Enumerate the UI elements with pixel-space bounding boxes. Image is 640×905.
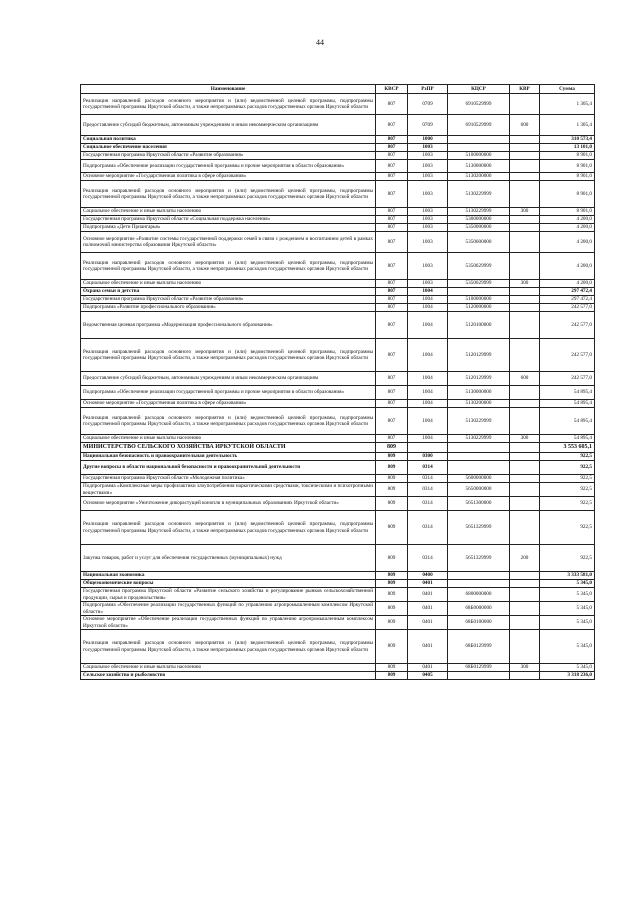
column-header-kvsr: КВСР <box>376 85 408 94</box>
cell-kvr <box>510 288 540 296</box>
cell-kvsr: 807 <box>376 435 408 443</box>
cell-name: Реализация направлений расходов основного мероприятия и (или) ведомственной целевой программы, подпрограммы государственной программы Иркутской области, а также непрограммных расходов государственных органов Иркутской области <box>81 511 376 545</box>
cell-sum: 297 472,4 <box>540 288 595 296</box>
cell-name: Государственная программа Иркутской области «Развитие образования» <box>81 296 376 304</box>
cell-name: Социальное обеспечение и иные выплаты населению <box>81 435 376 443</box>
cell-kvsr: 809 <box>376 602 408 616</box>
cell-kvr <box>510 443 540 453</box>
cell-kvsr: 807 <box>376 400 408 408</box>
cell-kcsr: 68Б0000000 <box>448 602 510 616</box>
cell-kvr: 300 <box>510 435 540 443</box>
cell-sum: 242 577,0 <box>540 312 595 339</box>
cell-kvr <box>510 339 540 372</box>
cell-kcsr: 5130229999 <box>448 408 510 435</box>
cell-kvsr: 807 <box>376 136 408 144</box>
table-row <box>81 232 595 253</box>
cell-name: Предоставление субсидий бюджетным, автономным учреждениям и иным некоммерческим организациям <box>81 115 376 136</box>
cell-sum: 922,5 <box>540 497 595 511</box>
cell-rzpr: 1003 <box>408 173 448 181</box>
cell-rzpr: 1003 <box>408 253 448 280</box>
table-row <box>81 253 595 280</box>
cell-kcsr: 5120100000 <box>448 312 510 339</box>
cell-kvr: 200 <box>510 545 540 572</box>
cell-sum: 242 577,0 <box>540 372 595 386</box>
cell-kvr <box>510 602 540 616</box>
cell-sum: 8 901,0 <box>540 173 595 181</box>
cell-kvr <box>510 312 540 339</box>
cell-rzpr: 0401 <box>408 602 448 616</box>
cell-kvr <box>510 160 540 173</box>
cell-sum: 1 305,4 <box>540 94 595 115</box>
table-row <box>81 580 595 588</box>
cell-rzpr: 1003 <box>408 152 448 160</box>
cell-kcsr: 5651300000 <box>448 497 510 511</box>
cell-name: Реализация направлений расходов основного мероприятия и (или) ведомственной целевой программы, подпрограммы государственной программы Иркутской области, а также непрограммных расходов государственных органов Иркутской области <box>81 181 376 208</box>
cell-kcsr: 5130229999 <box>448 435 510 443</box>
cell-rzpr: 1003 <box>408 144 448 152</box>
cell-sum: 3 333 581,0 <box>540 572 595 580</box>
cell-kcsr: 6800000000 <box>448 588 510 602</box>
cell-kcsr <box>448 136 510 144</box>
cell-rzpr: 0314 <box>408 483 448 497</box>
cell-kvr: 300 <box>510 280 540 288</box>
cell-sum: 54 895,4 <box>540 400 595 408</box>
table-row <box>81 160 595 173</box>
cell-kvsr: 809 <box>376 672 408 680</box>
cell-name: Социальное обеспечение и иные выплаты населению <box>81 664 376 672</box>
cell-kvsr: 807 <box>376 280 408 288</box>
table-row <box>81 602 595 616</box>
cell-rzpr: 1004 <box>408 400 448 408</box>
cell-kcsr: 6910529999 <box>448 115 510 136</box>
table-row <box>81 497 595 511</box>
column-header-sum: Сумма <box>540 85 595 94</box>
cell-rzpr: 0314 <box>408 475 448 483</box>
cell-kvsr: 807 <box>376 339 408 372</box>
cell-name: Другие вопросы в области национальной безопасности и правоохранительной деятельности <box>81 461 376 475</box>
cell-kcsr <box>448 672 510 680</box>
cell-sum: 8 901,0 <box>540 160 595 173</box>
cell-sum: 297 472,4 <box>540 296 595 304</box>
cell-kvr <box>510 173 540 181</box>
cell-kvsr: 807 <box>376 232 408 253</box>
cell-kvsr: 807 <box>376 115 408 136</box>
cell-kvsr: 807 <box>376 253 408 280</box>
cell-kcsr <box>448 580 510 588</box>
cell-rzpr: 0314 <box>408 511 448 545</box>
cell-kcsr: 5600000000 <box>448 475 510 483</box>
cell-name: Государственная программа Иркутской области «Социальная поддержка населения» <box>81 216 376 224</box>
cell-kcsr: 6910529999 <box>448 94 510 115</box>
cell-name: Подпрограмма «Обеспечение реализации государственных функций по управлению агропромышленным комплексом Иркутской области» <box>81 602 376 616</box>
cell-kcsr: 5130229999 <box>448 181 510 208</box>
cell-sum: 3 318 236,0 <box>540 672 595 680</box>
cell-name: Социальное обеспечение населения <box>81 144 376 152</box>
table-row <box>81 173 595 181</box>
cell-kvsr: 807 <box>376 386 408 400</box>
column-header-name: Наименование <box>81 85 376 94</box>
cell-sum: 13 101,0 <box>540 144 595 152</box>
cell-kvsr: 807 <box>376 224 408 232</box>
cell-kcsr: 68Б0129999 <box>448 664 510 672</box>
cell-sum: 54 895,4 <box>540 386 595 400</box>
cell-kvsr: 807 <box>376 296 408 304</box>
cell-rzpr: 0401 <box>408 580 448 588</box>
cell-kvr: 300 <box>510 664 540 672</box>
cell-kvsr: 809 <box>376 580 408 588</box>
cell-name: Ведомственная целевая программа «Модернизация профессионального образования» <box>81 312 376 339</box>
cell-kvr <box>510 483 540 497</box>
table-row <box>81 224 595 232</box>
table-row <box>81 288 595 296</box>
table-row <box>81 94 595 115</box>
cell-kvsr: 807 <box>376 208 408 216</box>
cell-rzpr <box>408 443 448 453</box>
cell-name: МИНИСТЕРСТВО СЕЛЬСКОГО ХОЗЯЙСТВА ИРКУТСКОЙ ОБЛАСТИ <box>81 443 376 453</box>
cell-kvsr: 809 <box>376 475 408 483</box>
table-row <box>81 400 595 408</box>
cell-kvsr: 809 <box>376 511 408 545</box>
table-row <box>81 280 595 288</box>
cell-kvsr: 809 <box>376 453 408 461</box>
cell-kcsr: 5350600000 <box>448 232 510 253</box>
cell-kvsr: 809 <box>376 588 408 602</box>
table-row <box>81 136 595 144</box>
cell-kvr <box>510 461 540 475</box>
page-number: 44 <box>316 38 324 47</box>
cell-name: Социальная политика <box>81 136 376 144</box>
table-row <box>81 443 595 453</box>
table-row <box>81 435 595 443</box>
column-header-kcsr: КЦСР <box>448 85 510 94</box>
cell-name: Государственная программа Иркутской области «Развитие сельского хозяйства и регулирование рынков сельскохозяйственной продукции, сырья и продовольствия» <box>81 588 376 602</box>
cell-name: Основное мероприятие «Уничтожение дикорастущей конопли в муниципальных образованиях Иркутской области» <box>81 497 376 511</box>
cell-kvr <box>510 580 540 588</box>
cell-kvsr: 809 <box>376 616 408 630</box>
table-row <box>81 216 595 224</box>
cell-rzpr: 1003 <box>408 280 448 288</box>
cell-name: Подпрограмма «Комплексные меры профилактики злоупотребления наркотическими средствами, токсическими и психотропными веществами» <box>81 483 376 497</box>
cell-kvsr: 807 <box>376 94 408 115</box>
cell-name: Реализация направлений расходов основного мероприятия и (или) ведомственной целевой программы, подпрограммы государственной программы Иркутской области, а также непрограммных расходов государственных органов Иркутской области <box>81 253 376 280</box>
cell-rzpr: 1003 <box>408 208 448 216</box>
cell-sum: 4 200,0 <box>540 224 595 232</box>
cell-rzpr: 0314 <box>408 545 448 572</box>
cell-kcsr <box>448 443 510 453</box>
cell-kvr <box>510 386 540 400</box>
cell-sum: 310 573,4 <box>540 136 595 144</box>
cell-name: Национальная экономика <box>81 572 376 580</box>
cell-kvr <box>510 152 540 160</box>
cell-name: Подпрограмма «Развитие профессионального образования» <box>81 304 376 312</box>
column-header-kvr: КВР <box>510 85 540 94</box>
cell-sum: 922,5 <box>540 461 595 475</box>
cell-kvr <box>510 224 540 232</box>
cell-kcsr: 5130229999 <box>448 208 510 216</box>
cell-name: Охрана семьи и детства <box>81 288 376 296</box>
cell-kvsr: 807 <box>376 216 408 224</box>
cell-sum: 4 200,0 <box>540 216 595 224</box>
cell-name: Подпрограмма «Обеспечение реализации государственной программы и прочие мероприятия в области образования» <box>81 386 376 400</box>
cell-kvr <box>510 253 540 280</box>
cell-name: Социальное обеспечение и иные выплаты населению <box>81 208 376 216</box>
cell-kcsr <box>448 461 510 475</box>
cell-rzpr: 1004 <box>408 372 448 386</box>
cell-kvr <box>510 408 540 435</box>
cell-kvr <box>510 296 540 304</box>
cell-kcsr: 5650000000 <box>448 483 510 497</box>
table-row <box>81 475 595 483</box>
cell-kvsr: 809 <box>376 664 408 672</box>
table-row <box>81 545 595 572</box>
table-row <box>81 511 595 545</box>
table-row <box>81 386 595 400</box>
table-row <box>81 664 595 672</box>
cell-name: Сельское хозяйство и рыболовство <box>81 672 376 680</box>
cell-kcsr: 5120129999 <box>448 372 510 386</box>
cell-rzpr: 1004 <box>408 339 448 372</box>
cell-sum: 4 200,0 <box>540 280 595 288</box>
cell-rzpr: 0400 <box>408 572 448 580</box>
cell-sum: 5 345,0 <box>540 664 595 672</box>
table-row <box>81 572 595 580</box>
cell-kcsr: 5350629999 <box>448 280 510 288</box>
cell-rzpr: 1004 <box>408 312 448 339</box>
cell-sum: 922,5 <box>540 453 595 461</box>
cell-rzpr: 1003 <box>408 181 448 208</box>
cell-kvr <box>510 588 540 602</box>
cell-kcsr: 5130000000 <box>448 386 510 400</box>
cell-kcsr: 5130200000 <box>448 173 510 181</box>
table-row <box>81 208 595 216</box>
cell-name: Государственная программа Иркутской области «Молодежная политика» <box>81 475 376 483</box>
cell-kvr <box>510 672 540 680</box>
cell-rzpr: 0401 <box>408 664 448 672</box>
table-row <box>81 672 595 680</box>
cell-sum: 922,5 <box>540 483 595 497</box>
table-row <box>81 304 595 312</box>
cell-kcsr: 5120129999 <box>448 339 510 372</box>
cell-kvr <box>510 453 540 461</box>
cell-sum: 3 553 605,1 <box>540 443 595 453</box>
cell-rzpr: 0300 <box>408 453 448 461</box>
table-row <box>81 372 595 386</box>
cell-rzpr: 1000 <box>408 136 448 144</box>
cell-name: Основное мероприятие «Государственная политика в сфере образования» <box>81 173 376 181</box>
cell-kcsr <box>448 144 510 152</box>
cell-kvr <box>510 475 540 483</box>
cell-name: Основное мероприятие «Государственная политика в сфере образования» <box>81 400 376 408</box>
cell-kvr <box>510 304 540 312</box>
cell-sum: 5 345,0 <box>540 630 595 664</box>
cell-kvr <box>510 497 540 511</box>
table-row <box>81 152 595 160</box>
cell-kvr <box>510 232 540 253</box>
cell-kvr <box>510 511 540 545</box>
cell-kvr <box>510 572 540 580</box>
cell-kvsr: 809 <box>376 483 408 497</box>
cell-kcsr: 5350000000 <box>448 224 510 232</box>
cell-rzpr: 0314 <box>408 497 448 511</box>
cell-sum: 242 577,0 <box>540 339 595 372</box>
cell-name: Реализация направлений расходов основного мероприятия и (или) ведомственной целевой программы, подпрограммы государственной программы Иркутской области, а также непрограммных расходов государственных органов Иркутской области <box>81 630 376 664</box>
cell-sum: 5 345,0 <box>540 602 595 616</box>
cell-kcsr: 5300000000 <box>448 216 510 224</box>
cell-rzpr: 1003 <box>408 216 448 224</box>
cell-kcsr: 68Б0100000 <box>448 616 510 630</box>
cell-rzpr: 0401 <box>408 616 448 630</box>
cell-rzpr: 1004 <box>408 288 448 296</box>
cell-name: Подпрограмма «Дети Приангарья» <box>81 224 376 232</box>
cell-sum: 8 901,0 <box>540 208 595 216</box>
cell-name: Основное мероприятие «Развитие системы государственной поддержки семей в связи с рождением и воспитанием детей в рамках полномочий министерства образования Иркутской области» <box>81 232 376 253</box>
cell-kvr <box>510 181 540 208</box>
cell-kvsr: 807 <box>376 144 408 152</box>
cell-name: Государственная программа Иркутской области «Развитие образования» <box>81 152 376 160</box>
cell-kcsr <box>448 288 510 296</box>
cell-kvsr: 807 <box>376 408 408 435</box>
cell-name: Закупка товаров, работ и услуг для обеспечения государственных (муниципальных) нужд <box>81 545 376 572</box>
cell-sum: 922,5 <box>540 545 595 572</box>
cell-rzpr: 0314 <box>408 461 448 475</box>
cell-name: Основное мероприятие «Обеспечение реализации государственных функций по управлению агропромышленным комплексом Иркутской области» <box>81 616 376 630</box>
table-row <box>81 483 595 497</box>
cell-rzpr: 0401 <box>408 630 448 664</box>
cell-kvr <box>510 144 540 152</box>
cell-kcsr: 5651329999 <box>448 545 510 572</box>
cell-kcsr <box>448 572 510 580</box>
table-row <box>81 616 595 630</box>
cell-rzpr: 0709 <box>408 94 448 115</box>
cell-name: Социальное обеспечение и иные выплаты населению <box>81 280 376 288</box>
cell-rzpr: 1004 <box>408 386 448 400</box>
table-row <box>81 339 595 372</box>
cell-kvr: 600 <box>510 115 540 136</box>
cell-name: Общеэкономические вопросы <box>81 580 376 588</box>
cell-kvr <box>510 136 540 144</box>
cell-sum: 8 901,0 <box>540 152 595 160</box>
cell-kvsr: 807 <box>376 312 408 339</box>
cell-sum: 4 200,0 <box>540 253 595 280</box>
cell-sum: 5 345,0 <box>540 588 595 602</box>
cell-kcsr <box>448 453 510 461</box>
cell-rzpr: 1004 <box>408 408 448 435</box>
table-row <box>81 115 595 136</box>
cell-sum: 4 200,0 <box>540 232 595 253</box>
cell-kvr <box>510 94 540 115</box>
cell-kvsr: 809 <box>376 572 408 580</box>
cell-name: Национальная безопасность и правоохранительная деятельность <box>81 453 376 461</box>
cell-sum: 5 345,0 <box>540 616 595 630</box>
cell-rzpr: 0401 <box>408 588 448 602</box>
cell-sum: 922,5 <box>540 511 595 545</box>
cell-kcsr: 5130200000 <box>448 400 510 408</box>
cell-rzpr: 0709 <box>408 115 448 136</box>
cell-sum: 54 895,4 <box>540 408 595 435</box>
cell-rzpr: 0405 <box>408 672 448 680</box>
cell-kcsr: 5100000000 <box>448 296 510 304</box>
cell-kcsr: 5350629999 <box>448 253 510 280</box>
cell-name: Подпрограмма «Обеспечение реализации государственной программы и прочие мероприятия в области образования» <box>81 160 376 173</box>
cell-kvsr: 807 <box>376 173 408 181</box>
table-row <box>81 408 595 435</box>
cell-kvsr: 807 <box>376 152 408 160</box>
cell-kcsr: 5130000000 <box>448 160 510 173</box>
cell-name: Реализация направлений расходов основного мероприятия и (или) ведомственной целевой программы, подпрограммы государственной программы Иркутской области, а также непрограммных расходов государственных органов Иркутской области <box>81 94 376 115</box>
cell-kvr <box>510 216 540 224</box>
cell-kvsr: 809 <box>376 443 408 453</box>
cell-kcsr: 5120000000 <box>448 304 510 312</box>
cell-kvsr: 807 <box>376 181 408 208</box>
table-row <box>81 453 595 461</box>
cell-rzpr: 1003 <box>408 224 448 232</box>
cell-sum: 1 305,4 <box>540 115 595 136</box>
cell-kcsr: 5100000000 <box>448 152 510 160</box>
cell-kcsr: 5651329999 <box>448 511 510 545</box>
table-row <box>81 296 595 304</box>
cell-rzpr: 1004 <box>408 304 448 312</box>
cell-kvr <box>510 630 540 664</box>
cell-kcsr: 68Б0129999 <box>448 630 510 664</box>
table-row <box>81 588 595 602</box>
cell-kvr: 600 <box>510 372 540 386</box>
column-header-rzpr: РзПР <box>408 85 448 94</box>
cell-sum: 922,5 <box>540 475 595 483</box>
cell-kvsr: 809 <box>376 630 408 664</box>
cell-kvsr: 807 <box>376 160 408 173</box>
cell-kvsr: 807 <box>376 372 408 386</box>
cell-sum: 8 901,0 <box>540 181 595 208</box>
cell-sum: 242 577,0 <box>540 304 595 312</box>
cell-kvr <box>510 616 540 630</box>
cell-name: Предоставление субсидий бюджетным, автономным учреждениям и иным некоммерческим организациям <box>81 372 376 386</box>
cell-kvsr: 809 <box>376 461 408 475</box>
table-header-row <box>81 85 595 94</box>
table-row <box>81 144 595 152</box>
budget-table <box>80 84 595 680</box>
cell-rzpr: 1004 <box>408 296 448 304</box>
cell-kvsr: 807 <box>376 304 408 312</box>
table-row <box>81 630 595 664</box>
table-row <box>81 312 595 339</box>
cell-kvsr: 809 <box>376 545 408 572</box>
table-row <box>81 461 595 475</box>
cell-rzpr: 1003 <box>408 160 448 173</box>
cell-kvr <box>510 400 540 408</box>
cell-rzpr: 1004 <box>408 435 448 443</box>
cell-kvsr: 809 <box>376 497 408 511</box>
cell-sum: 5 345,0 <box>540 580 595 588</box>
table-row <box>81 181 595 208</box>
cell-rzpr: 1003 <box>408 232 448 253</box>
cell-name: Реализация направлений расходов основного мероприятия и (или) ведомственной целевой программы, подпрограммы государственной программы Иркутской области, а также непрограммных расходов государственных органов Иркутской области <box>81 408 376 435</box>
cell-name: Реализация направлений расходов основного мероприятия и (или) ведомственной целевой программы, подпрограммы государственной программы Иркутской области, а также непрограммных расходов государственных органов Иркутской области <box>81 339 376 372</box>
cell-kvsr: 807 <box>376 288 408 296</box>
cell-kvr: 300 <box>510 208 540 216</box>
cell-sum: 54 895,4 <box>540 435 595 443</box>
